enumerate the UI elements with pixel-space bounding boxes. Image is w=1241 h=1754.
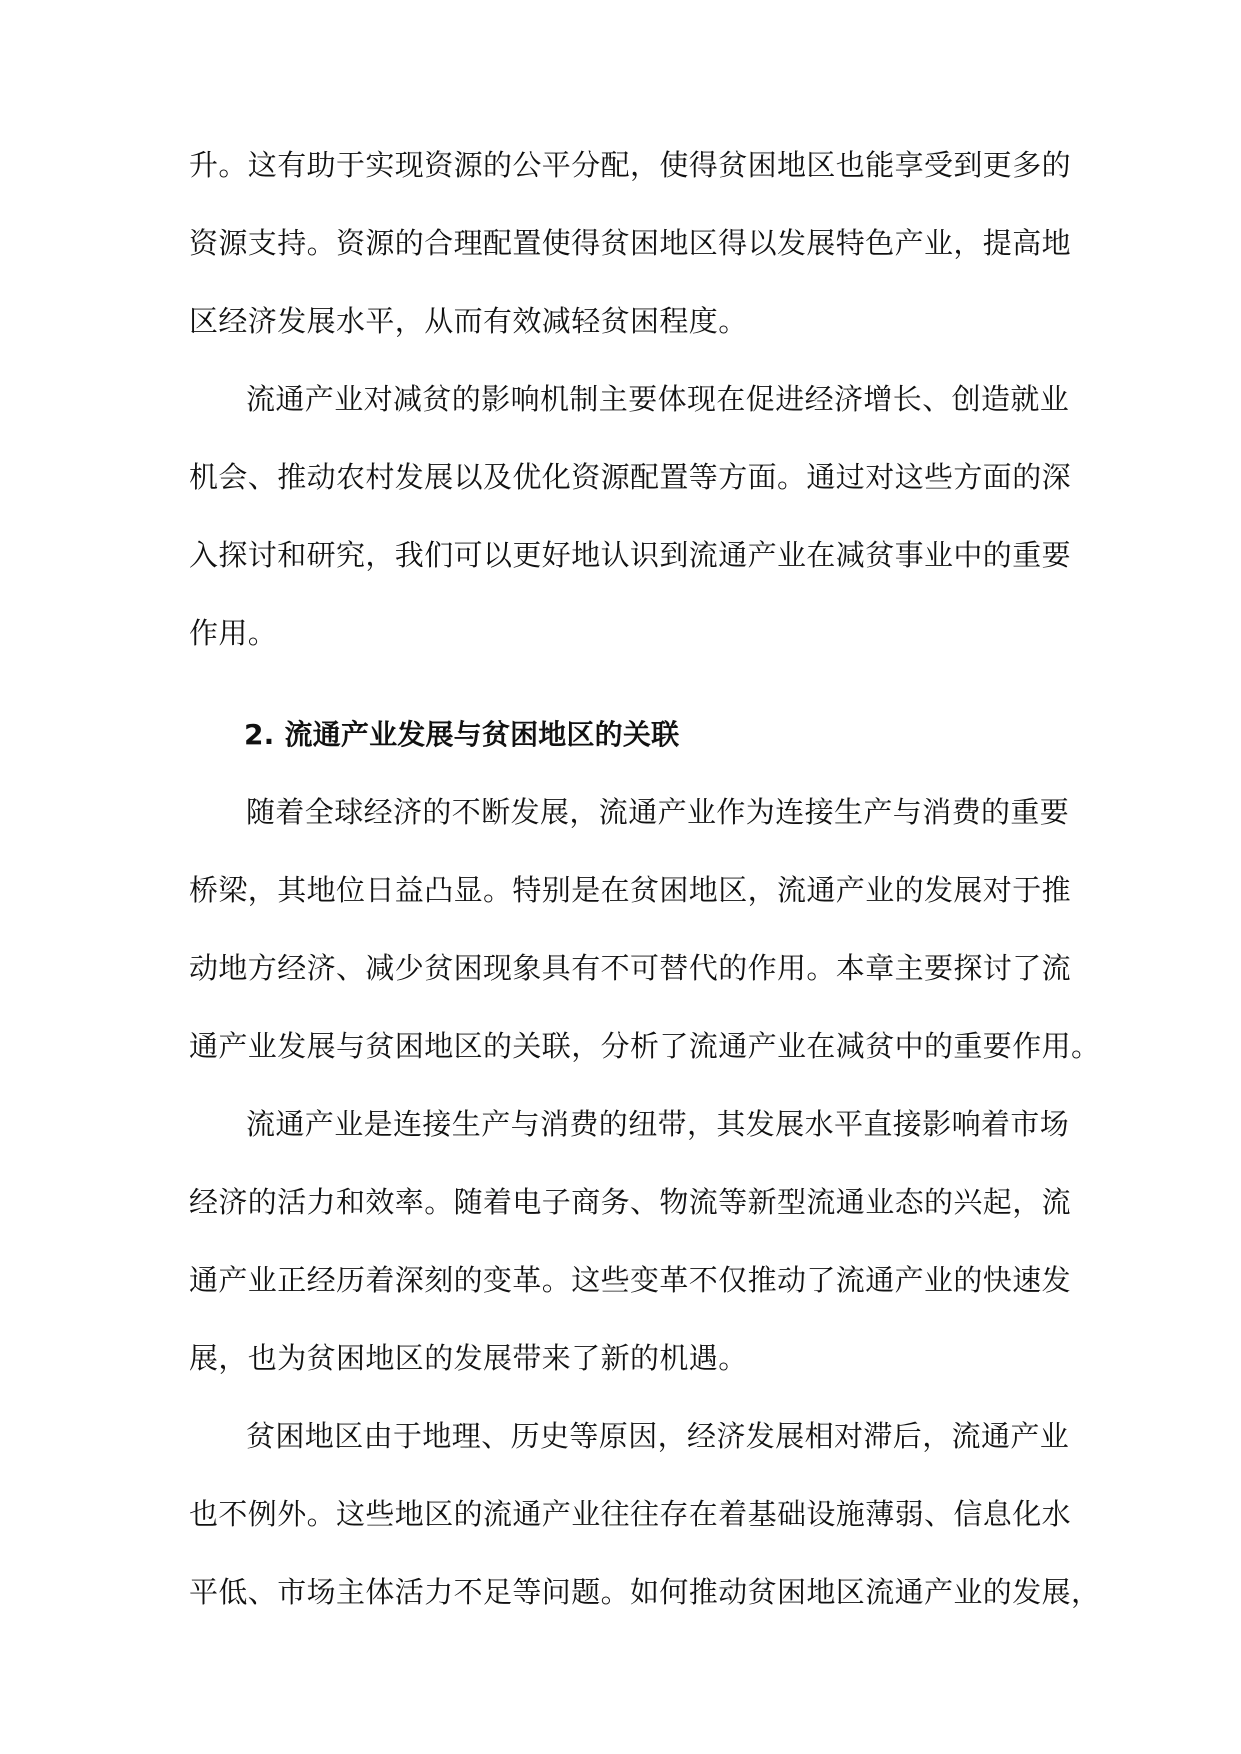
text-line: 资源支持。资源的合理配置使得贫困地区得以发展特色产业，提高地 (189, 226, 1072, 260)
text-line: 展，也为贫困地区的发展带来了新的机遇。 (189, 1341, 748, 1375)
paragraph-first-line: 流通产业对减贫的影响机制主要体现在促进经济增长、创造就业 (246, 382, 1070, 416)
text-line: 平低、市场主体活力不足等问题。如何推动贫困地区流通产业的发展， (189, 1575, 1101, 1609)
text-line: 作用。 (189, 616, 278, 650)
text-line: 升。这有助于实现资源的公平分配，使得贫困地区也能享受到更多的 (189, 148, 1072, 182)
text-line: 通产业正经历着深刻的变革。这些变革不仅推动了流通产业的快速发 (189, 1263, 1072, 1297)
paragraph-first-line: 随着全球经济的不断发展，流通产业作为连接生产与消费的重要 (246, 795, 1070, 829)
paragraph-first-line: 贫困地区由于地理、历史等原因，经济发展相对滞后，流通产业 (246, 1419, 1070, 1453)
paragraph-first-line: 流通产业是连接生产与消费的纽带，其发展水平直接影响着市场 (246, 1107, 1070, 1141)
text-line: 区经济发展水平，从而有效减轻贫困程度。 (189, 304, 748, 338)
text-line: 通产业发展与贫困地区的关联，分析了流通产业在减贫中的重要作用。 (189, 1029, 1101, 1063)
text-line: 桥梁，其地位日益凸显。特别是在贫困地区，流通产业的发展对于推 (189, 873, 1072, 907)
text-line: 经济的活力和效率。随着电子商务、物流等新型流通业态的兴起，流 (189, 1185, 1072, 1219)
section-heading: 2. 流通产业发展与贫困地区的关联 (244, 718, 680, 751)
text-line: 入探讨和研究，我们可以更好地认识到流通产业在减贫事业中的重要 (189, 538, 1072, 572)
text-line: 动地方经济、减少贫困现象具有不可替代的作用。本章主要探讨了流 (189, 951, 1072, 985)
text-line: 机会、推动农村发展以及优化资源配置等方面。通过对这些方面的深 (189, 460, 1072, 494)
text-line: 也不例外。这些地区的流通产业往往存在着基础设施薄弱、信息化水 (189, 1497, 1072, 1531)
